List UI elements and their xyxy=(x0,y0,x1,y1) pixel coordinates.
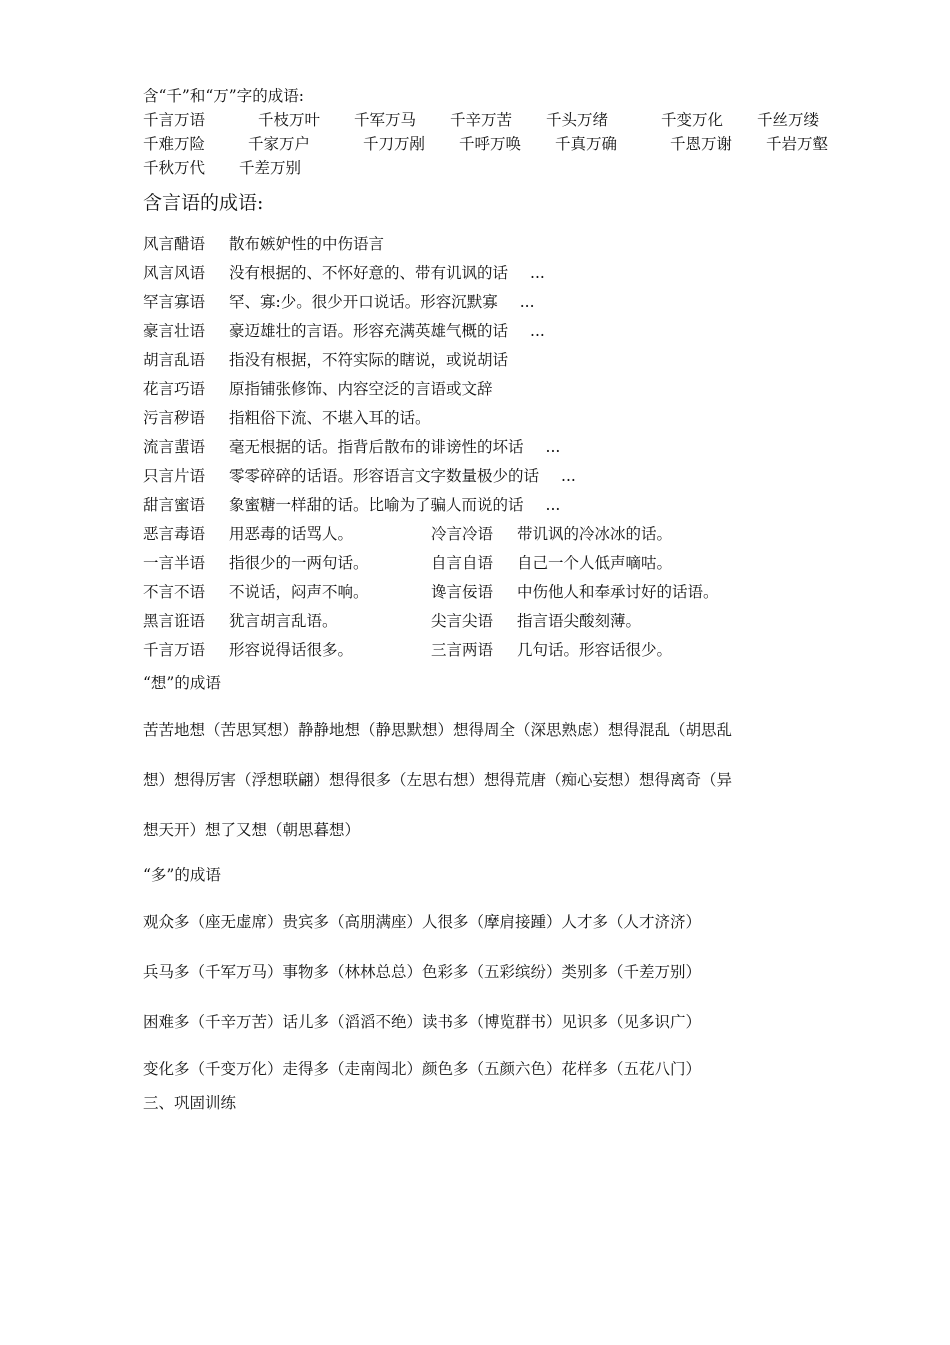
ellipsis: ... xyxy=(561,467,576,485)
qian-wan-heading: 含“千”和“万”字的成语: xyxy=(143,87,304,105)
idiom: 千言万语 xyxy=(143,111,206,129)
idiom-term: 甜言蜜语 xyxy=(143,496,206,514)
idiom-term: 尖言尖语 xyxy=(431,612,494,630)
yanyu-entry xyxy=(143,230,863,259)
duo-heading: “多”的成语 xyxy=(143,866,221,884)
yanyu-entry xyxy=(143,404,863,433)
idiom-definition: 形容说得话很多。 xyxy=(229,641,354,659)
idiom-definition: 指没有根据，不符实际的瞎说，或说胡话 xyxy=(229,351,509,369)
idiom-term: 谗言佞语 xyxy=(431,583,494,601)
idiom-definition: 毫无根据的话。指背后散布的诽谤性的坏话 xyxy=(229,438,524,456)
idiom-definition: 指粗俗下流、不堪入耳的话。 xyxy=(229,409,431,427)
xiang-line: 苦苦地想（苦思冥想）静静地想（静思默想）想得周全（深思熟虑）想得混乱（胡思乱 xyxy=(143,721,733,739)
idiom-definition: 罕、寡:少。很少开口说话。形容沉默寡 xyxy=(229,293,498,311)
xiang-line: 想天开）想了又想（朝思暮想） xyxy=(143,821,361,839)
idiom-term: 黑言诳语 xyxy=(143,612,206,630)
idiom-term: 只言片语 xyxy=(143,467,206,485)
idiom-definition: 用恶毒的话骂人。 xyxy=(229,525,354,543)
yanyu-entry xyxy=(143,433,863,462)
yanyu-heading: 含言语的成语: xyxy=(143,192,264,214)
idiom-term: 污言秽语 xyxy=(143,409,206,427)
idiom-definition: 带讥讽的冷冰冰的话。 xyxy=(517,525,673,543)
idiom: 千真万确 xyxy=(555,135,618,153)
yanyu-pair-row xyxy=(143,636,863,665)
duo-line: 观众多（座无虚席）贵宾多（高朋满座）人很多（摩肩接踵）人才多（人才济济） xyxy=(143,913,702,931)
idiom-term: 豪言壮语 xyxy=(143,322,206,340)
yanyu-entry xyxy=(143,491,863,520)
idiom: 千枝万叶 xyxy=(258,111,321,129)
idiom: 千头万绪 xyxy=(546,111,609,129)
document-page xyxy=(143,84,863,1115)
idiom-definition: 几句话。形容话很少。 xyxy=(517,641,673,659)
yanyu-entry xyxy=(143,317,863,346)
idiom: 千呼万唤 xyxy=(459,135,522,153)
idiom-term: 风言醋语 xyxy=(143,235,206,253)
idiom-definition: 指言语尖酸刻薄。 xyxy=(517,612,642,630)
yanyu-entry xyxy=(143,288,863,317)
yanyu-pair-row xyxy=(143,578,863,607)
yanyu-entry xyxy=(143,259,863,288)
idiom-definition: 零零碎碎的话语。形容语言文字数量极少的话 xyxy=(229,467,540,485)
idiom: 千家万户 xyxy=(248,135,311,153)
idiom-term: 胡言乱语 xyxy=(143,351,206,369)
yanyu-pair-row xyxy=(143,607,863,636)
idiom-term: 一言半语 xyxy=(143,554,206,572)
idiom-definition: 自己一个人低声嘀咕。 xyxy=(517,554,673,572)
idiom: 千难万险 xyxy=(143,135,206,153)
idiom-term: 不言不语 xyxy=(143,583,206,601)
idiom-definition: 犹言胡言乱语。 xyxy=(229,612,338,630)
idiom-term: 自言自语 xyxy=(431,554,494,572)
idiom: 千军万马 xyxy=(354,111,417,129)
ellipsis: ... xyxy=(530,322,545,340)
idiom-definition: 散布嫉妒性的中伤语言 xyxy=(229,235,385,253)
idiom-definition: 象蜜糖一样甜的话。比喻为了骗人而说的话 xyxy=(229,496,524,514)
idiom: 千秋万代 xyxy=(143,159,206,177)
xiang-heading: “想”的成语 xyxy=(143,674,221,692)
idiom-definition: 没有根据的、不怀好意的、带有讥讽的话 xyxy=(229,264,509,282)
duo-line: 兵马多（千军万马）事物多（林林总总）色彩多（五彩缤纷）类别多（千差万别） xyxy=(143,963,702,981)
idiom: 千变万化 xyxy=(661,111,724,129)
ellipsis: ... xyxy=(545,438,561,456)
duo-line: 变化多（千变万化）走得多（走南闯北）颜色多（五颜六色）花样多（五花八门） xyxy=(143,1060,702,1078)
yanyu-pair-row xyxy=(143,520,863,549)
idiom-term: 三言两语 xyxy=(431,641,494,659)
qian-wan-row-2 xyxy=(143,132,863,156)
qian-wan-row-3 xyxy=(143,156,863,180)
idiom: 千岩万壑 xyxy=(766,135,829,153)
idiom-term: 流言蜚语 xyxy=(143,438,206,456)
yanyu-entry xyxy=(143,346,863,375)
qian-wan-row-1 xyxy=(143,108,863,132)
idiom: 千刀万剐 xyxy=(363,135,426,153)
yanyu-entry xyxy=(143,462,863,491)
idiom-definition: 豪迈雄壮的言语。形容充满英雄气概的话 xyxy=(229,322,509,340)
ellipsis: ... xyxy=(545,496,561,514)
ellipsis: ... xyxy=(519,293,535,311)
idiom-term: 恶言毒语 xyxy=(143,525,206,543)
idiom-term: 千言万语 xyxy=(143,641,206,659)
yanyu-entry xyxy=(143,375,863,404)
idiom-term: 花言巧语 xyxy=(143,380,206,398)
idiom-term: 冷言冷语 xyxy=(431,525,494,543)
ellipsis: ... xyxy=(530,264,545,282)
idiom-definition: 中伤他人和奉承讨好的话语。 xyxy=(517,583,719,601)
yanyu-pair-row xyxy=(143,549,863,578)
idiom-definition: 指很少的一两句话。 xyxy=(229,554,369,572)
idiom: 千恩万谢 xyxy=(670,135,733,153)
idiom: 千丝万缕 xyxy=(757,111,820,129)
xiang-line: 想）想得厉害（浮想联翩）想得很多（左思右想）想得荒唐（痴心妄想）想得离奇（异 xyxy=(143,771,733,789)
idiom-term: 罕言寡语 xyxy=(143,293,206,311)
section-three-heading: 三、巩固训练 xyxy=(143,1094,237,1112)
idiom-definition: 原指铺张修饰、内容空泛的言语或文辞 xyxy=(229,380,493,398)
idiom-definition: 不说话，闷声不响。 xyxy=(229,583,369,601)
idiom: 千辛万苦 xyxy=(450,111,513,129)
duo-line: 困难多（千辛万苦）话儿多（滔滔不绝）读书多（博览群书）见识多（见多识广） xyxy=(143,1013,702,1031)
idiom: 千差万别 xyxy=(239,159,302,177)
idiom-term: 风言风语 xyxy=(143,264,206,282)
